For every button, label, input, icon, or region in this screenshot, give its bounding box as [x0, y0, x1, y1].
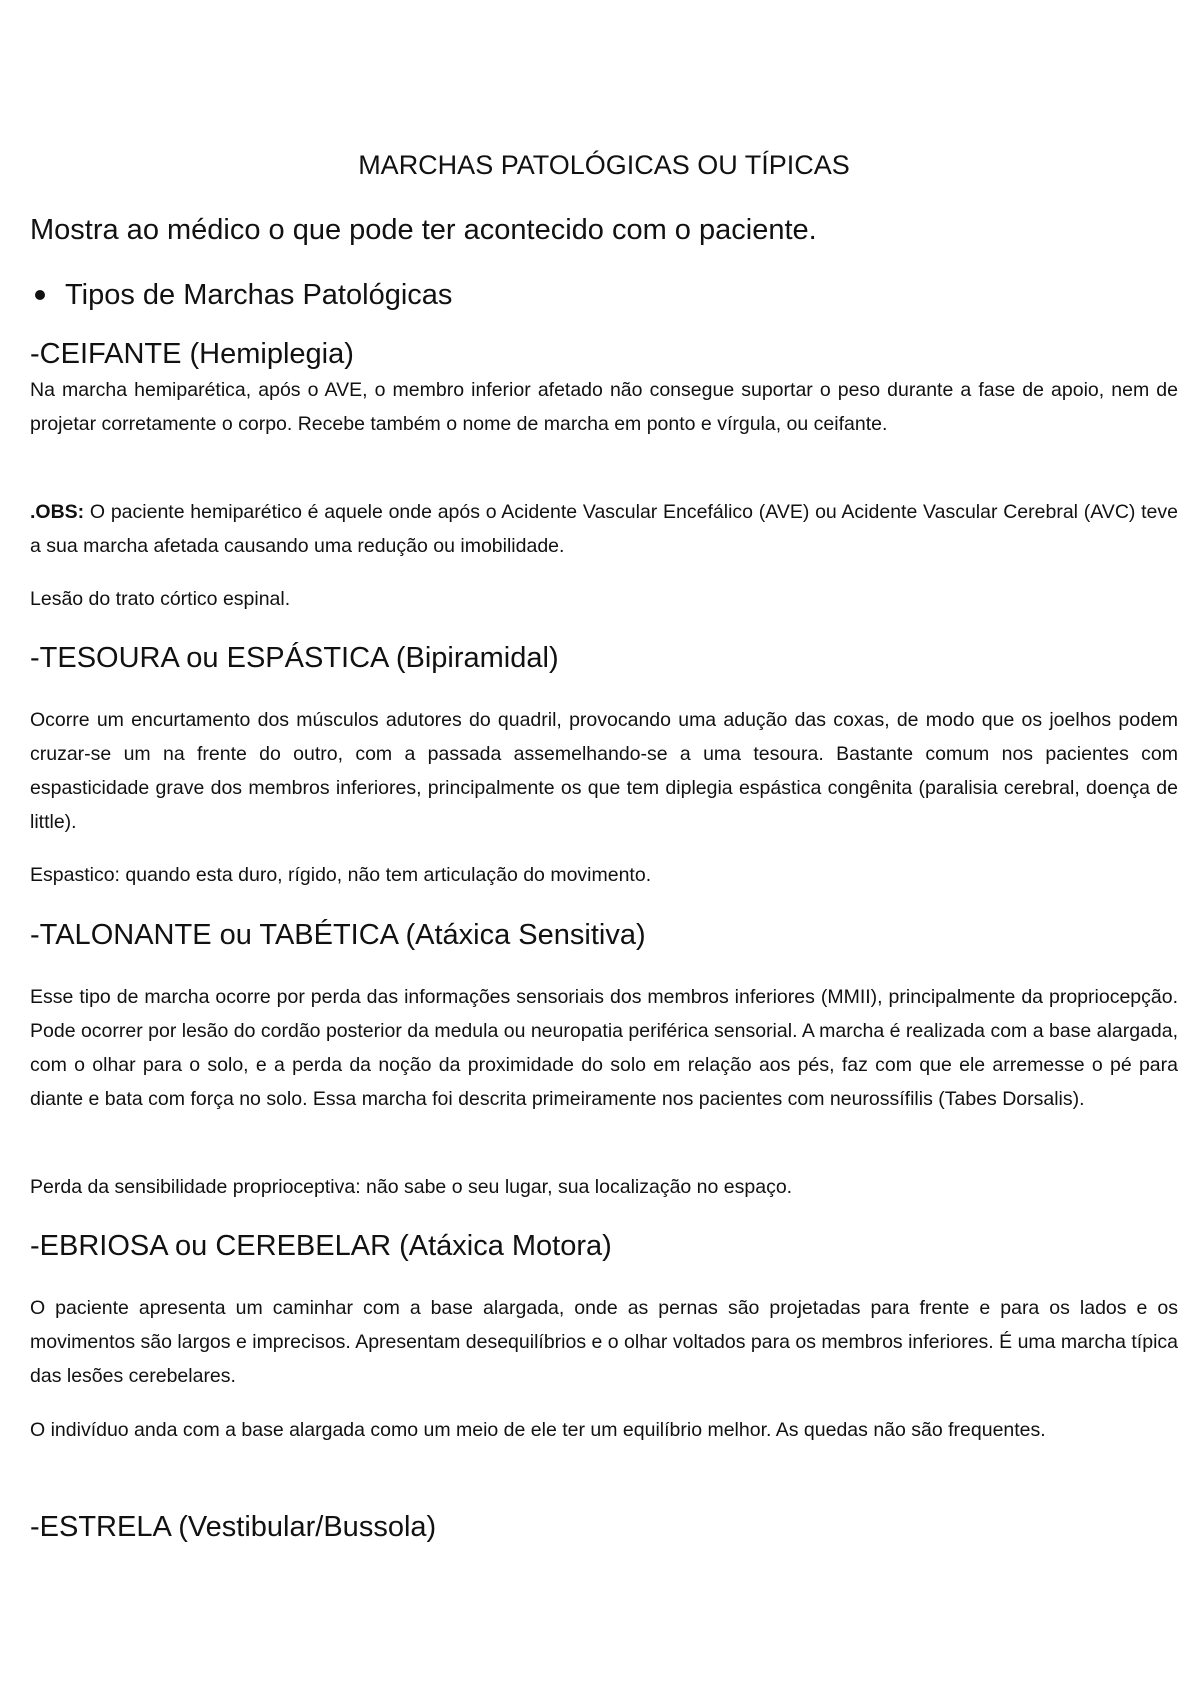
section-heading-talonante: -TALONANTE ou TABÉTICA (Atáxica Sensitiva) — [30, 919, 646, 951]
ceifante-paragraph-1: Na marcha hemiparética, após o AVE, o membro inferior afetado não consegue suportar o peso durante a fase de apoio, nem de projetar corretamente o corpo. Recebe também o nome de marcha em ponto e vírgula, ou ceifante. — [30, 379, 1178, 435]
bullet-icon — [35, 290, 45, 300]
ebriosa-paragraph-2: O indivíduo anda com a base alargada como um meio de ele ter um equilíbrio melhor. As quedas não são frequentes. — [30, 1419, 1046, 1441]
ceifante-paragraph-3: Lesão do trato córtico espinal. — [30, 588, 291, 610]
talonante-paragraph-2: Perda da sensibilidade proprioceptiva: não sabe o seu lugar, sua localização no espaço. — [30, 1176, 793, 1198]
bullet-list-item — [30, 277, 452, 313]
obs-text: O paciente hemiparético é aquele onde após o Acidente Vascular Encefálico (AVE) ou Acidente Vascular Cerebral (AVC) teve a sua marcha afetada causando uma redução ou imobilidade. — [30, 501, 1178, 557]
document-title: MARCHAS PATOLÓGICAS OU TÍPICAS — [358, 150, 850, 180]
obs-label: .OBS: — [30, 501, 85, 523]
tesoura-paragraph-1: Ocorre um encurtamento dos músculos adutores do quadril, provocando uma adução das coxas, de modo que os joelhos podem cruzar-se um na frente do outro, com a passada assemelhando-se a uma tesoura. Bastante comum nos pacientes com espasticidade grave dos membros inferiores, principalmente os que tem diplegia espástica congênita (paralisia cerebral, doença de little). — [30, 709, 1178, 833]
section-heading-tesoura: -TESOURA ou ESPÁSTICA (Bipiramidal) — [30, 642, 559, 674]
talonante-paragraph-1: Esse tipo de marcha ocorre por perda das informações sensoriais dos membros inferiores (MMII), principalmente da propriocepção. Pode ocorrer por lesão do cordão posterior da medula ou neuropatia periférica sensorial. A marcha é realizada com a base alargada, com o olhar para o solo, e a perda da noção da proximidade do solo em relação aos pés, faz com que ele arremesse o pé para diante e bata com força no solo. Essa marcha foi descrita primeiramente nos pacientes com neurossífilis (Tabes Dorsalis). — [30, 986, 1178, 1110]
intro-text: Mostra ao médico o que pode ter acontecido com o paciente. — [30, 214, 817, 246]
section-heading-ceifante: -CEIFANTE (Hemiplegia) — [30, 338, 354, 370]
ceifante-obs-paragraph — [30, 495, 1178, 563]
section-heading-estrela: -ESTRELA (Vestibular/Bussola) — [30, 1511, 437, 1543]
tesoura-paragraph-2: Espastico: quando esta duro, rígido, não tem articulação do movimento. — [30, 864, 652, 886]
ebriosa-paragraph-1: O paciente apresenta um caminhar com a base alargada, onde as pernas são projetadas para frente e para os lados e os movimentos são largos e imprecisos. Apresentam desequilíbrios e o olhar voltados para os membros inferiores. É uma marcha típica das lesões cerebelares. — [30, 1297, 1178, 1387]
section-heading-ebriosa: -EBRIOSA ou CEREBELAR (Atáxica Motora) — [30, 1230, 612, 1262]
bullet-text: Tipos de Marchas Patológicas — [65, 279, 453, 311]
